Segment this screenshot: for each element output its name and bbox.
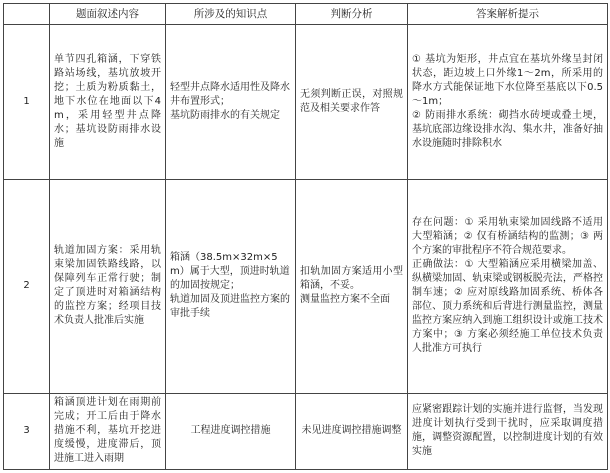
row-number: 3 (4, 393, 50, 469)
analysis-line: 测量监控方案不全面 (300, 294, 390, 306)
header-knowledge: 所涉及的知识点 (166, 4, 296, 25)
knowledge-cell (166, 25, 296, 180)
description-cell: 轨道加固方案：采用轨束梁加固铁路线路，以保障列车正常行驶；制定了顶进时对箱涵结构的监控方案；经项目技术负责人批准后实施 (50, 179, 166, 393)
knowledge-line: 基坑防雨排水的有关规定 (170, 109, 280, 121)
knowledge-cell (166, 179, 296, 393)
row-number: 2 (4, 179, 50, 393)
header-answer: 答案解析提示 (408, 4, 608, 25)
knowledge-cell: 工程进度调控措施 (166, 393, 296, 469)
analysis-line: 扣轨加固方案适用小型箱涵，不妥。 (300, 266, 403, 292)
table-row (4, 25, 608, 180)
description-cell: 箱涵顶进计划在雨期前完成；开工后由于降水措施不利，基坑开挖进度缓慢，进度滞后，顶进施工进入雨期 (50, 393, 166, 469)
answer-line: 正确做法：① 大型箱涵应采用横梁加盖、纵横梁加固、轨束梁或钢板脱壳法，严格控制车速；② 应对原线路加固系统、桥体各部位、顶力系统和后背进行测量监控，测量监控方案应纳入到施工组织设计或施工技术方案中；③ 方案必须经施工单位技术负责人批准方可执行 (412, 259, 603, 355)
header-index (4, 4, 50, 25)
answer-cell (408, 25, 608, 180)
table-row (4, 393, 608, 469)
analysis-cell: 无须判断正误，对照规范及相关要求作答 (296, 25, 408, 180)
table-row (4, 179, 608, 393)
description-cell: 单节四孔箱涵，下穿铁路站场线，基坑放坡开挖；土质为粉质黏土，地下水位在地面以下4m，采用轻型井点降水；基坑设防雨排水设施 (50, 25, 166, 180)
analysis-cell: 未见进度调控措施调整 (296, 393, 408, 469)
analysis-cell (296, 179, 408, 393)
row-number: 1 (4, 25, 50, 180)
answer-line: ② 防雨排水系统：砌挡水砖埂或叠土埂，基坑底部边缘设排水沟、集水井，准备好抽水设施随时排除积水 (412, 109, 603, 149)
header-description: 题面叙述内容 (50, 4, 166, 25)
answer-line: 存在问题：① 采用轨束梁加固线路不适用大型箱涵；② 仅有桥涵结构的监测；③ 两个方案的审批程序不符合规范要求。 (412, 217, 603, 257)
knowledge-line: 轻型井点降水适用性及降水井布置形式； (170, 81, 290, 107)
header-row (4, 4, 608, 25)
knowledge-line: 箱涵（38.5m×32m×5m）属于大型，顶进时轨道的加固按规定； (170, 252, 290, 292)
answer-table (3, 3, 608, 470)
answer-line: ① 基坑为矩形，井点宜在基坑外缘呈封闭状态，距边坡上口外缘1～2m，所采用的降水方式能保证地下水位降至基底以下0.5～1m； (412, 53, 603, 107)
knowledge-line: 轨道加固及顶进监控方案的审批手续 (170, 294, 290, 320)
answer-cell (408, 179, 608, 393)
answer-cell: 应紧密跟踪计划的实施并进行监督，当发现进度计划执行受到干扰时，应采取调度措施，调整资源配置，以控制进度计划的有效实施 (408, 393, 608, 469)
header-analysis: 判断分析 (296, 4, 408, 25)
